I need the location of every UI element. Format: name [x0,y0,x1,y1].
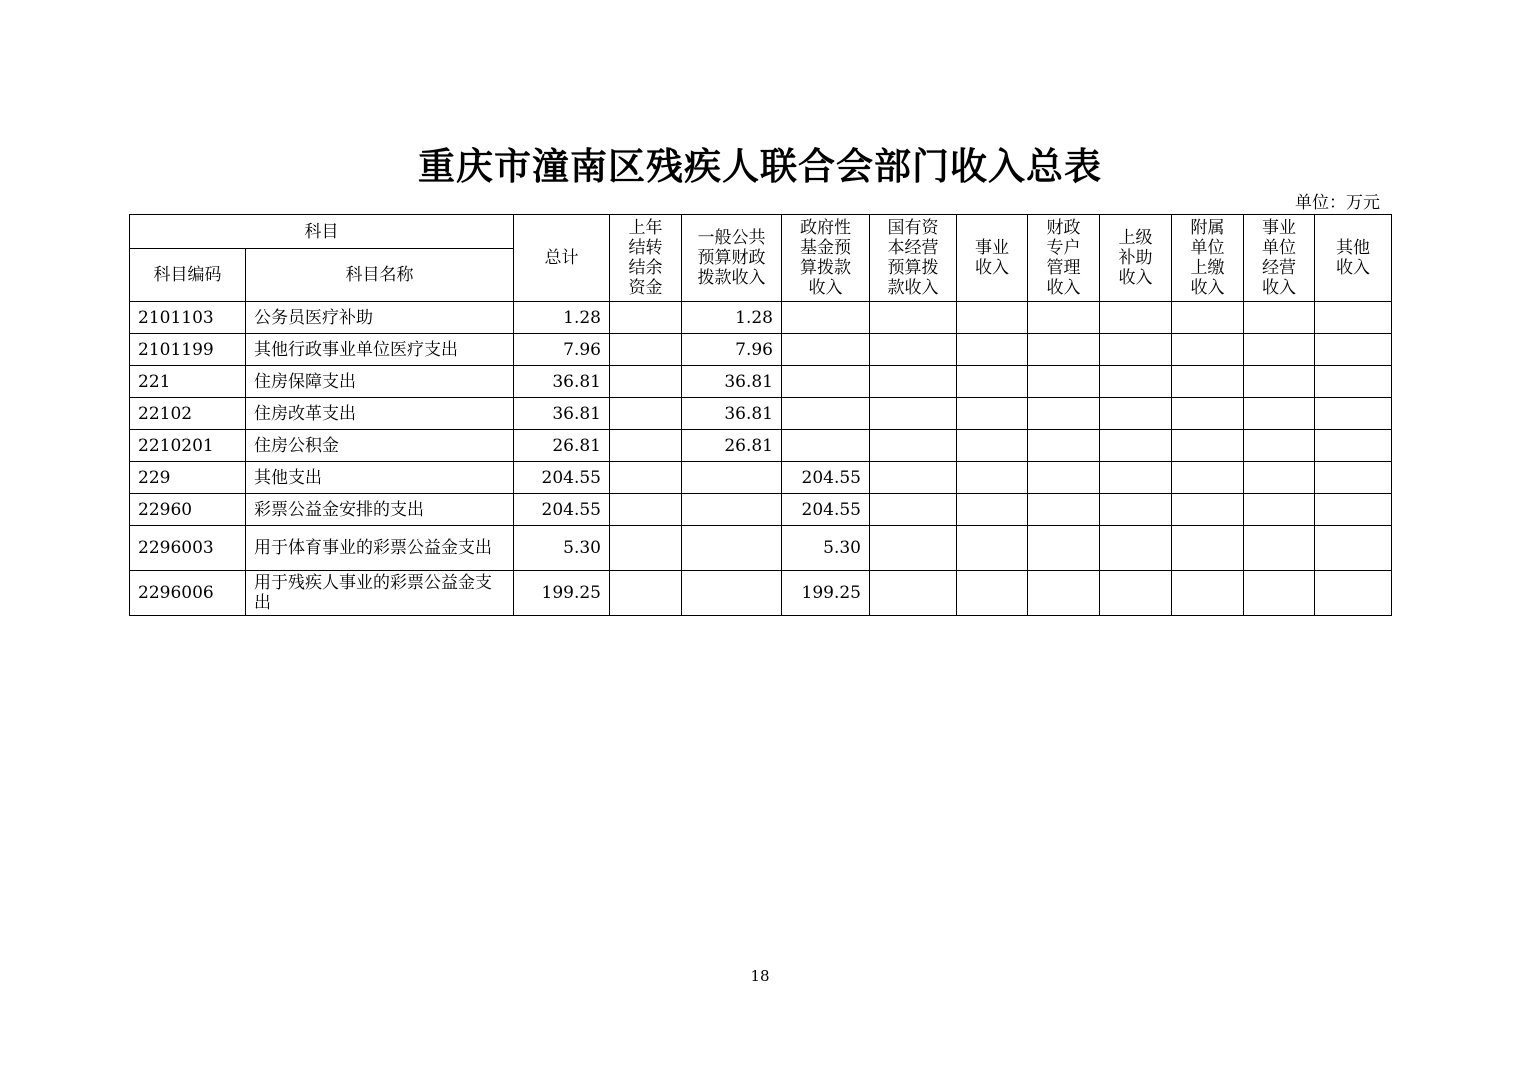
row-superior-subsidy [1100,302,1172,334]
row-gov-fund [782,398,870,430]
row-special-account [1028,526,1100,571]
row-name: 住房保障支出 [246,366,514,398]
header-superior-subsidy: 上级 补助 收入 [1100,215,1172,302]
row-general-budget: 36.81 [682,398,782,430]
row-name: 其他行政事业单位医疗支出 [246,334,514,366]
row-gov-fund: 199.25 [782,571,870,616]
row-business-income [957,366,1028,398]
row-affiliated-payment [1172,302,1244,334]
header-business-income: 事业 收入 [957,215,1028,302]
row-business-income [957,430,1028,462]
row-carryover [610,494,682,526]
row-general-budget: 1.28 [682,302,782,334]
row-state-capital [870,302,957,334]
row-superior-subsidy [1100,571,1172,616]
row-total: 36.81 [514,398,610,430]
row-name: 住房改革支出 [246,398,514,430]
row-carryover [610,526,682,571]
row-special-account [1028,334,1100,366]
table-body [130,302,1392,616]
row-state-capital [870,462,957,494]
row-special-account [1028,494,1100,526]
table-row [130,462,1392,494]
row-general-budget [682,571,782,616]
header-subject-name: 科目名称 [246,249,514,302]
row-operating-income [1244,334,1315,366]
row-state-capital [870,571,957,616]
row-state-capital [870,430,957,462]
row-general-budget: 26.81 [682,430,782,462]
row-affiliated-payment [1172,526,1244,571]
row-business-income [957,571,1028,616]
row-name: 公务员医疗补助 [246,302,514,334]
table-row [130,494,1392,526]
row-name: 用于残疾人事业的彩票公益金支出 [246,571,514,616]
row-code: 229 [130,462,246,494]
row-general-budget [682,494,782,526]
page-number: 18 [750,967,770,985]
row-business-income [957,494,1028,526]
row-special-account [1028,398,1100,430]
row-affiliated-payment [1172,430,1244,462]
row-gov-fund [782,302,870,334]
table-row [130,526,1392,571]
header-subject-code: 科目编码 [130,249,246,302]
table-row [130,334,1392,366]
row-carryover [610,398,682,430]
header-other-income: 其他 收入 [1315,215,1392,302]
row-gov-fund [782,334,870,366]
row-total: 204.55 [514,462,610,494]
header-gov-fund: 政府性 基金预 算拨款 收入 [782,215,870,302]
table-row [130,398,1392,430]
row-carryover [610,430,682,462]
row-affiliated-payment [1172,494,1244,526]
row-code: 2210201 [130,430,246,462]
header-state-capital: 国有资 本经营 预算拨 款收入 [870,215,957,302]
row-state-capital [870,526,957,571]
row-special-account [1028,302,1100,334]
row-name: 住房公积金 [246,430,514,462]
row-total: 1.28 [514,302,610,334]
row-other-income [1315,302,1392,334]
row-gov-fund [782,366,870,398]
row-state-capital [870,334,957,366]
row-business-income [957,302,1028,334]
row-special-account [1028,366,1100,398]
row-special-account [1028,462,1100,494]
row-name: 彩票公益金安排的支出 [246,494,514,526]
row-affiliated-payment [1172,571,1244,616]
row-business-income [957,398,1028,430]
row-code: 2296006 [130,571,246,616]
row-gov-fund: 5.30 [782,526,870,571]
row-name: 其他支出 [246,462,514,494]
row-general-budget: 7.96 [682,334,782,366]
row-special-account [1028,430,1100,462]
row-general-budget [682,462,782,494]
row-superior-subsidy [1100,462,1172,494]
row-total: 199.25 [514,571,610,616]
header-subject: 科目 [130,215,514,249]
row-superior-subsidy [1100,334,1172,366]
row-operating-income [1244,366,1315,398]
row-general-budget [682,526,782,571]
header-general-budget: 一般公共 预算财政 拨款收入 [682,215,782,302]
row-business-income [957,462,1028,494]
table-row [130,302,1392,334]
page-title: 重庆市潼南区残疾人联合会部门收入总表 [418,144,1102,188]
row-superior-subsidy [1100,398,1172,430]
row-affiliated-payment [1172,334,1244,366]
header-total: 总计 [514,215,610,302]
row-operating-income [1244,430,1315,462]
table-row [130,430,1392,462]
row-carryover [610,571,682,616]
row-code: 2101103 [130,302,246,334]
row-state-capital [870,398,957,430]
income-summary-table [129,214,1392,616]
row-operating-income [1244,526,1315,571]
row-affiliated-payment [1172,366,1244,398]
row-code: 22102 [130,398,246,430]
row-business-income [957,526,1028,571]
row-other-income [1315,334,1392,366]
header-operating-income: 事业 单位 经营 收入 [1244,215,1315,302]
row-carryover [610,302,682,334]
row-operating-income [1244,494,1315,526]
row-operating-income [1244,398,1315,430]
row-affiliated-payment [1172,398,1244,430]
row-total: 26.81 [514,430,610,462]
row-superior-subsidy [1100,430,1172,462]
row-operating-income [1244,462,1315,494]
row-other-income [1315,462,1392,494]
row-affiliated-payment [1172,462,1244,494]
row-total: 5.30 [514,526,610,571]
table-row [130,571,1392,616]
row-special-account [1028,571,1100,616]
row-carryover [610,334,682,366]
row-gov-fund [782,430,870,462]
row-gov-fund: 204.55 [782,494,870,526]
row-superior-subsidy [1100,526,1172,571]
row-code: 2101199 [130,334,246,366]
row-code: 2296003 [130,526,246,571]
row-gov-fund: 204.55 [782,462,870,494]
row-other-income [1315,494,1392,526]
row-other-income [1315,366,1392,398]
row-operating-income [1244,302,1315,334]
row-operating-income [1244,571,1315,616]
row-other-income [1315,430,1392,462]
table-row [130,366,1392,398]
row-business-income [957,334,1028,366]
row-code: 22960 [130,494,246,526]
row-code: 221 [130,366,246,398]
row-carryover [610,366,682,398]
row-total: 7.96 [514,334,610,366]
header-carryover: 上年 结转 结余 资金 [610,215,682,302]
row-state-capital [870,366,957,398]
row-total: 204.55 [514,494,610,526]
row-carryover [610,462,682,494]
header-affiliated-payment: 附属 单位 上缴 收入 [1172,215,1244,302]
row-superior-subsidy [1100,366,1172,398]
row-state-capital [870,494,957,526]
row-other-income [1315,526,1392,571]
row-name: 用于体育事业的彩票公益金支出 [246,526,514,571]
row-other-income [1315,398,1392,430]
header-special-account: 财政 专户 管理 收入 [1028,215,1100,302]
row-superior-subsidy [1100,494,1172,526]
row-total: 36.81 [514,366,610,398]
row-general-budget: 36.81 [682,366,782,398]
row-other-income [1315,571,1392,616]
unit-label: 单位：万元 [1295,193,1380,213]
